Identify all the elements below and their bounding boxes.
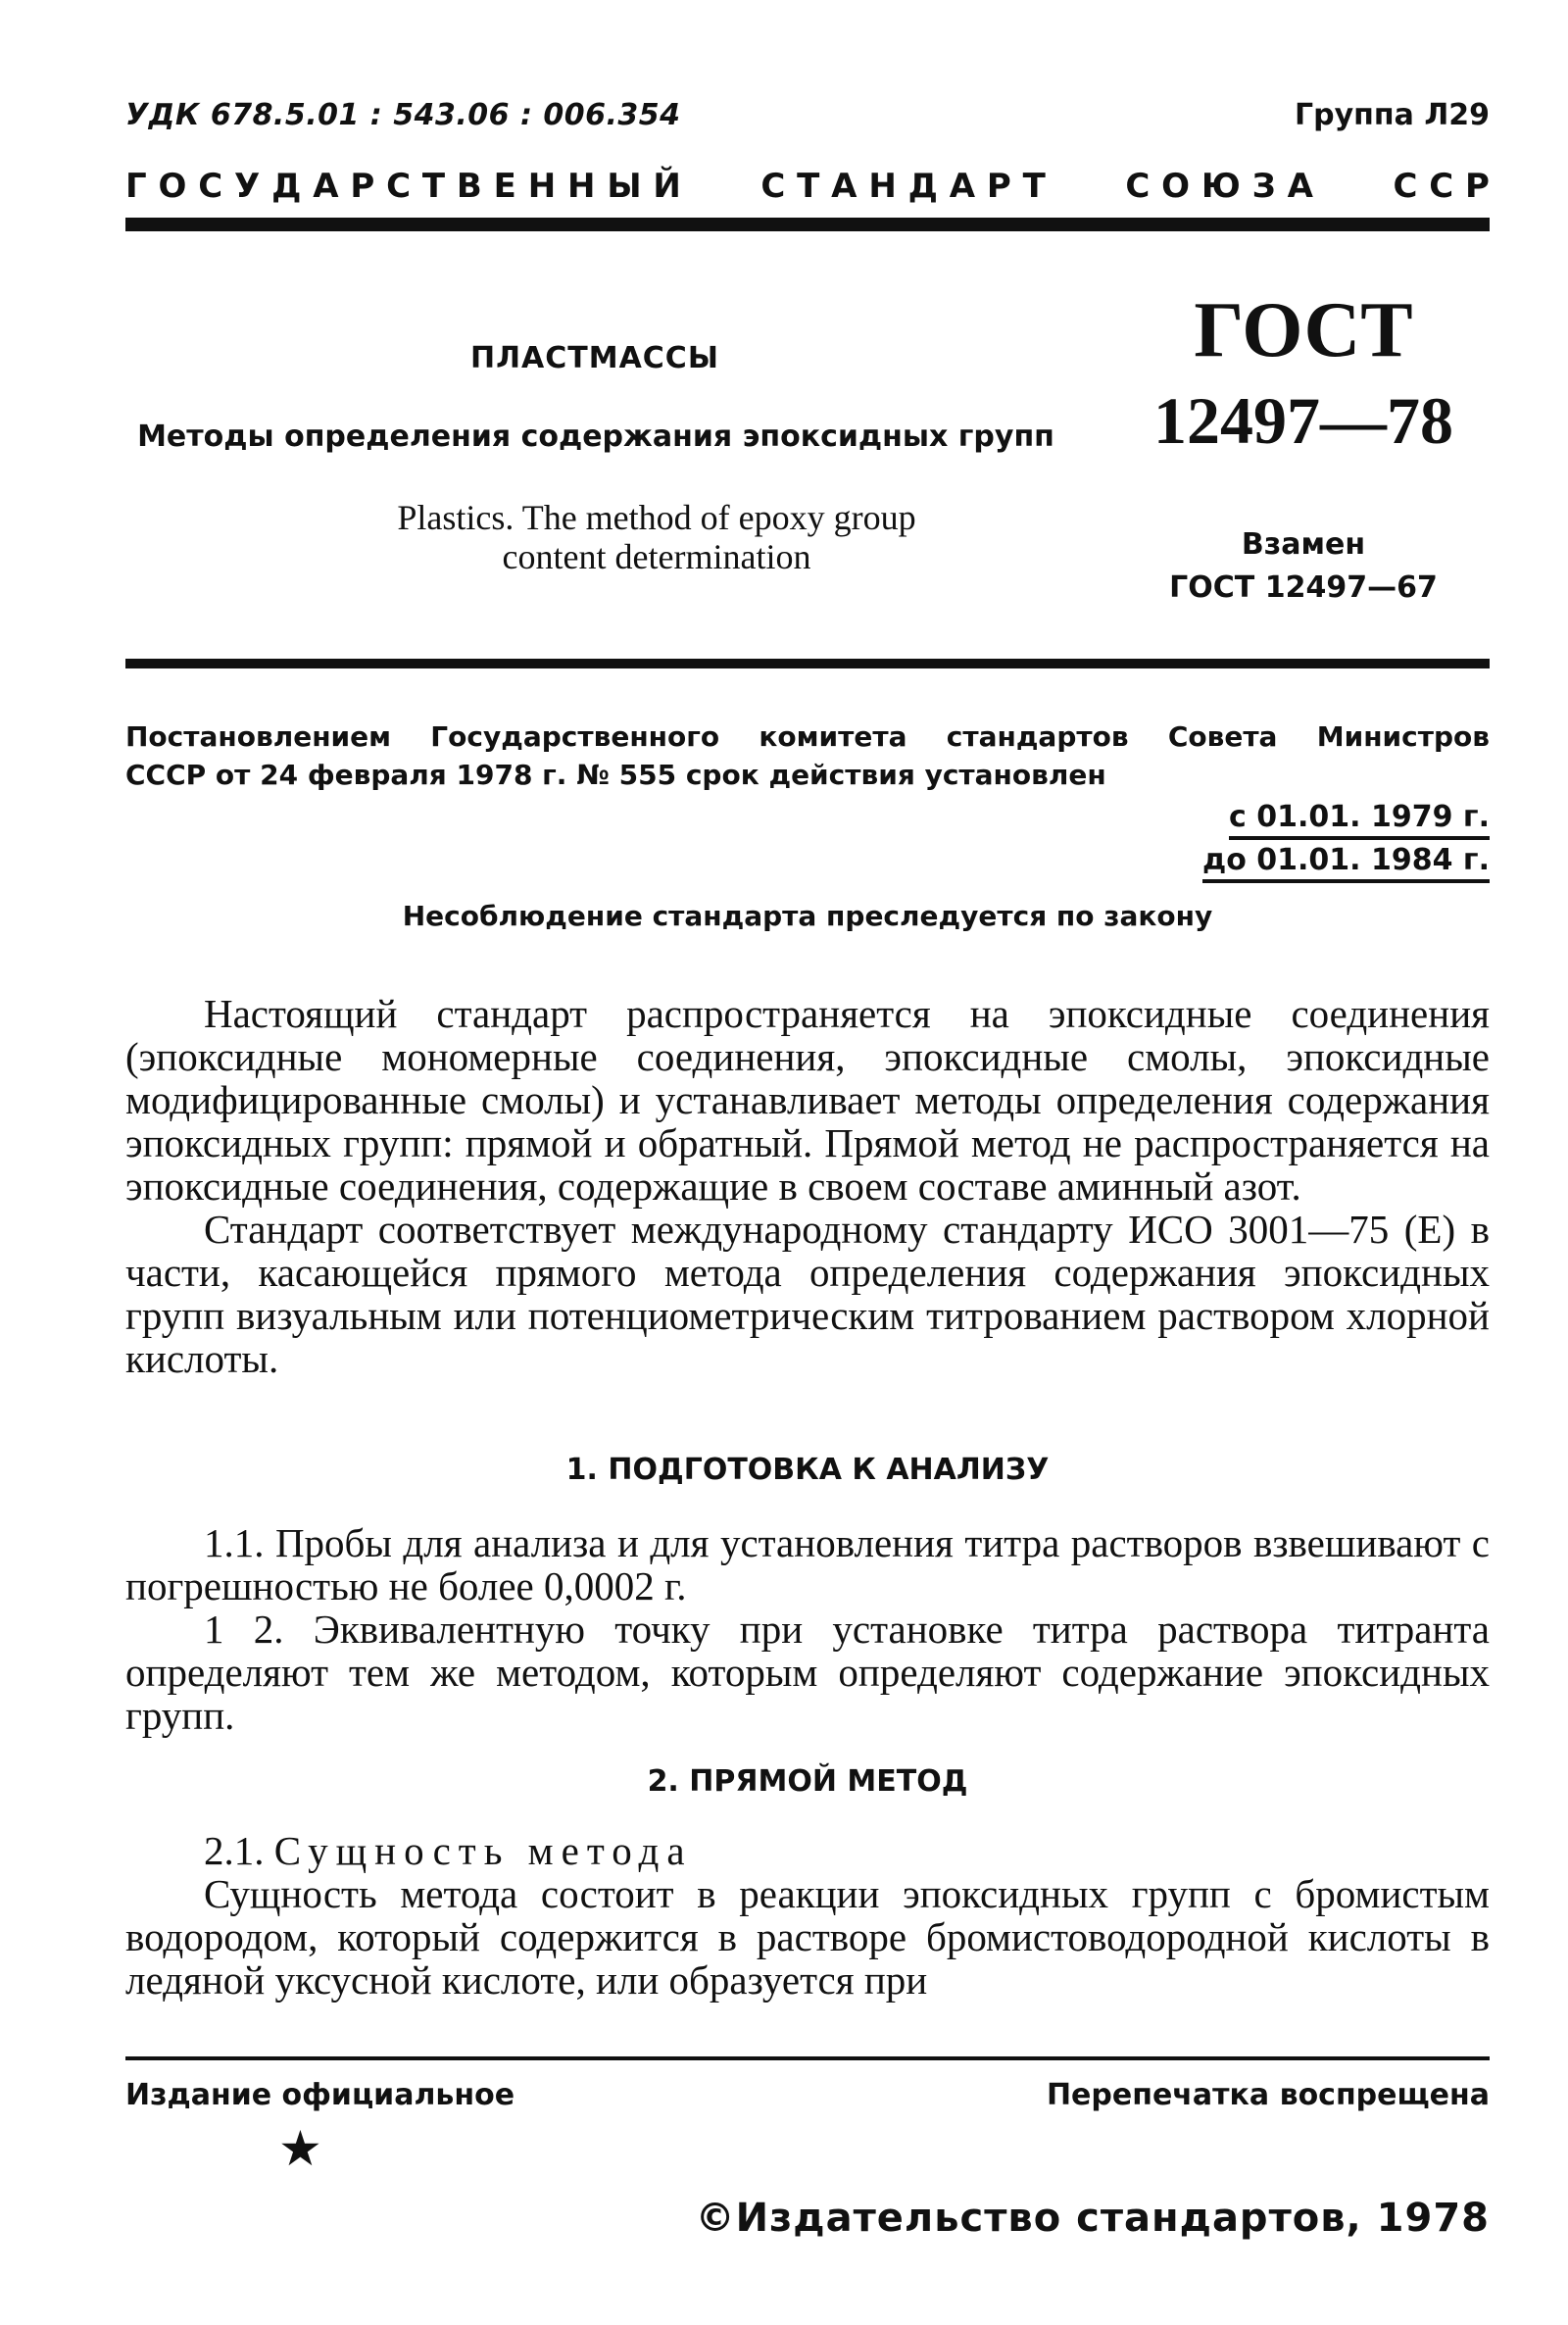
methods-title-en-line2: content determination [502,537,811,576]
section-1-heading: 1. ПОДГОТОВКА К АНАЛИЗУ [565,1453,1050,1487]
official-edition: Издание официальное [125,2078,515,2112]
clause-1-2: 1 2. Эквивалентную точку при установке титра раствора титранта определяют тем же методом, которым определяют содержание эпоксидных групп. [125,1607,1490,1738]
validity-to: до 01.01. 1984 г. [1202,843,1490,883]
group-code: Группа Л29 [1295,98,1490,132]
header-rule [125,218,1490,231]
replaces-label: Взамен [1241,527,1366,562]
clause-1-1: 1.1. Пробы для анализа и для установления титра растворов взвешивают с погрешностью не более 0,0002 г. [125,1520,1490,1608]
banner-word: Г О С У Д А Р С Т В Е Н Н Ы Й [125,167,681,206]
section-2-heading: 2. ПРЯМОЙ МЕТОД [647,1764,968,1799]
methods-title-en [353,498,960,576]
udk-code: УДК 678.5.01 : 543.06 : 006.354 [125,98,681,132]
clause-2-1-name: Сущность метода [273,1828,693,1873]
validity-from: с 01.01. 1979 г. [1229,800,1490,840]
state-standard-banner [125,167,1490,206]
banner-word: С С Р [1393,167,1490,206]
clause-2-1-number: 2.1. [204,1828,265,1873]
intro-text [125,992,1490,1380]
replaces-value: ГОСТ 12497—67 [1169,570,1438,605]
intro-paragraph-2: Стандарт соответствует международному стандарту ИСО 3001—75 (Е) в части, касающейся прямого метода определения содержания эпоксидных групп визуальным или потенциометрическим титрованием раствором хлорной кислоты. [125,1207,1490,1381]
decree-line2: СССР от 24 февраля 1978 г. № 555 срок действия установлен [125,759,1106,791]
decree-line1: Постановлением Государственного комитета стандартов Совета Министров [125,720,1490,753]
methods-title-ru: Методы определения содержания эпоксидных групп [137,420,1054,454]
title-rule [125,659,1490,668]
gost-label: ГОСТ [1194,287,1413,373]
clause-2-1-text: Сущность метода состоит в реакции эпоксидных групп с бромистым водородом, который содержится в растворе бромистоводородной кислоты в ледяной уксусной кислоте, или образуется при [125,1871,1490,2003]
intro-paragraph-1: Настоящий стандарт распространяется на эпоксидные соединения (эпоксидные мономерные соединения, эпоксидные смолы, эпоксидные модифицированные смолы) и устанавливает методы определения содержания эпоксидных групп: прямой и обратный. Прямой метод не распространяется на эпоксидные соединения, содержащие в своем составе аминный азот. [125,991,1490,1209]
banner-word: С О Ю З А [1125,167,1313,206]
section-2-text [125,1829,1490,2002]
copyright: ©Издательство стандартов, 1978 [695,2196,1490,2241]
clause-2-1-title [125,1829,1490,1872]
section-1-text [125,1521,1490,1737]
star-icon: ★ [278,2120,322,2177]
reprint-prohibited: Перепечатка воспрещена [1046,2078,1490,2112]
footer-rule [125,2056,1490,2060]
product-title: ПЛАСТМАССЫ [470,341,719,375]
legal-warning: Несоблюдение стандарта преследуется по закону [402,900,1213,932]
methods-title-en-line1: Plastics. The method of epoxy group [397,498,916,537]
gost-number: 12497—78 [1153,383,1453,458]
banner-word: С Т А Н Д А Р Т [760,167,1046,206]
